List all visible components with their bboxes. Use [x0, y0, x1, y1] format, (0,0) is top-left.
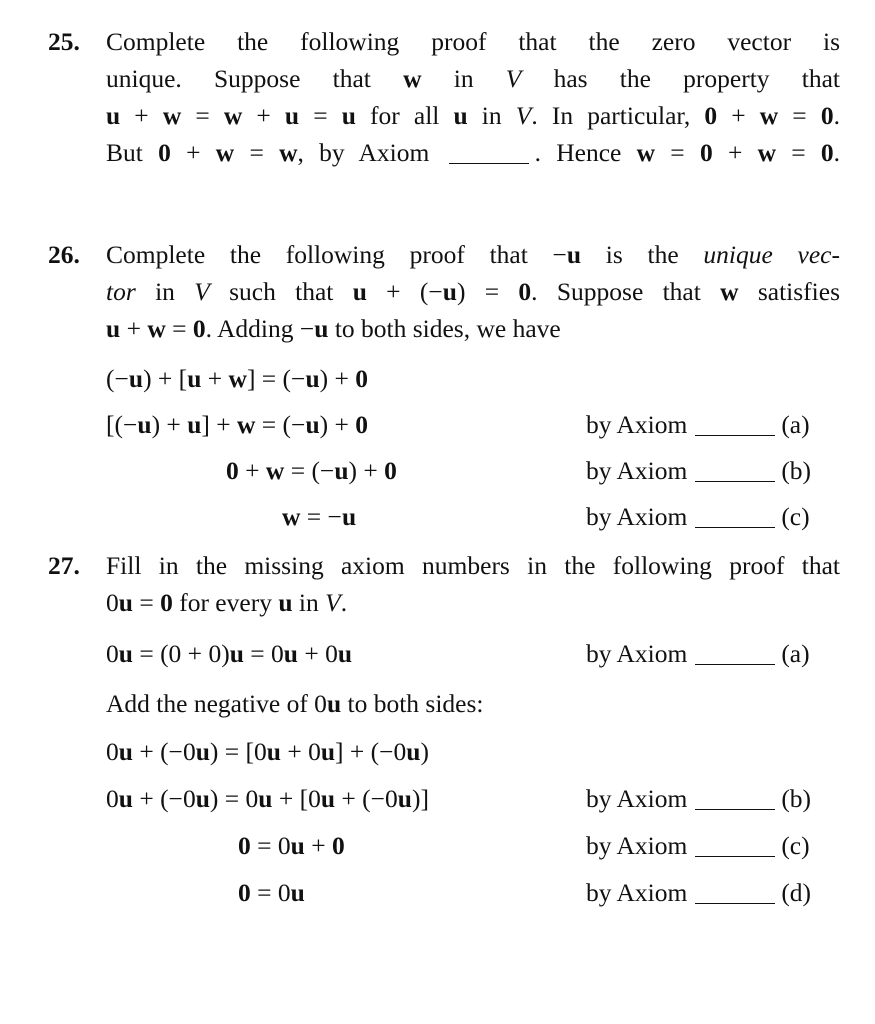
- answer-blank[interactable]: [695, 502, 775, 529]
- problem-number: 25.: [48, 27, 80, 56]
- instruction-text: Add the negative of 0u to both sides:: [106, 689, 484, 718]
- answer-blank[interactable]: [695, 878, 775, 905]
- equation-step: 0 = 0u: [238, 878, 305, 907]
- answer-blank[interactable]: [695, 456, 775, 483]
- problem-text-line: But 0 + w = w, by Axiom . Hence w = 0 + w = 0.: [106, 138, 841, 167]
- problem-text-line: u + w = 0. Adding −u to both sides, we have: [106, 314, 561, 343]
- axiom-reference: by Axiom (c): [586, 502, 810, 531]
- answer-blank[interactable]: [695, 639, 775, 666]
- problem-text-line: u + w = w + u = u for all u in V. In particular, 0 + w = 0.: [106, 101, 840, 130]
- equation-step: 0u + (−0u) = [0u + 0u] + (−0u): [106, 737, 429, 766]
- answer-blank[interactable]: [449, 138, 529, 165]
- problem-text-line: tor in V such that u + (−u) = 0. Suppose that w satisfies: [106, 277, 841, 306]
- answer-blank[interactable]: [695, 410, 775, 437]
- equation-step: w = −u: [282, 502, 357, 531]
- answer-blank[interactable]: [695, 784, 775, 811]
- equation-step: 0 = 0u + 0: [238, 831, 345, 860]
- answer-blank[interactable]: [695, 831, 775, 858]
- equation-step: (−u) + [u + w] = (−u) + 0: [106, 364, 368, 393]
- problem-text-line: Fill in the missing axiom numbers in the following proof that: [106, 551, 840, 580]
- problem-text-line: unique. Suppose that w in V has the property that: [106, 64, 840, 93]
- axiom-reference: by Axiom (a): [586, 639, 810, 668]
- axiom-reference: by Axiom (c): [586, 831, 810, 860]
- axiom-reference: by Axiom (d): [586, 878, 812, 907]
- problem-number: 27.: [48, 551, 80, 580]
- axiom-reference: by Axiom (b): [586, 456, 812, 485]
- axiom-reference: by Axiom (b): [586, 784, 812, 813]
- equation-step: 0 + w = (−u) + 0: [226, 456, 397, 485]
- problem-text-line: Complete the following proof that −u is the unique vec-: [106, 240, 840, 269]
- equation-step: 0u = (0 + 0)u = 0u + 0u: [106, 639, 353, 668]
- problem-text-line: Complete the following proof that the zero vector is: [106, 27, 840, 56]
- equation-step: 0u + (−0u) = 0u + [0u + (−0u)]: [106, 784, 429, 813]
- problem-number: 26.: [48, 240, 80, 269]
- equation-step: [(−u) + u] + w = (−u) + 0: [106, 410, 368, 439]
- problem-text-line: 0u = 0 for every u in V.: [106, 588, 348, 617]
- axiom-reference: by Axiom (a): [586, 410, 810, 439]
